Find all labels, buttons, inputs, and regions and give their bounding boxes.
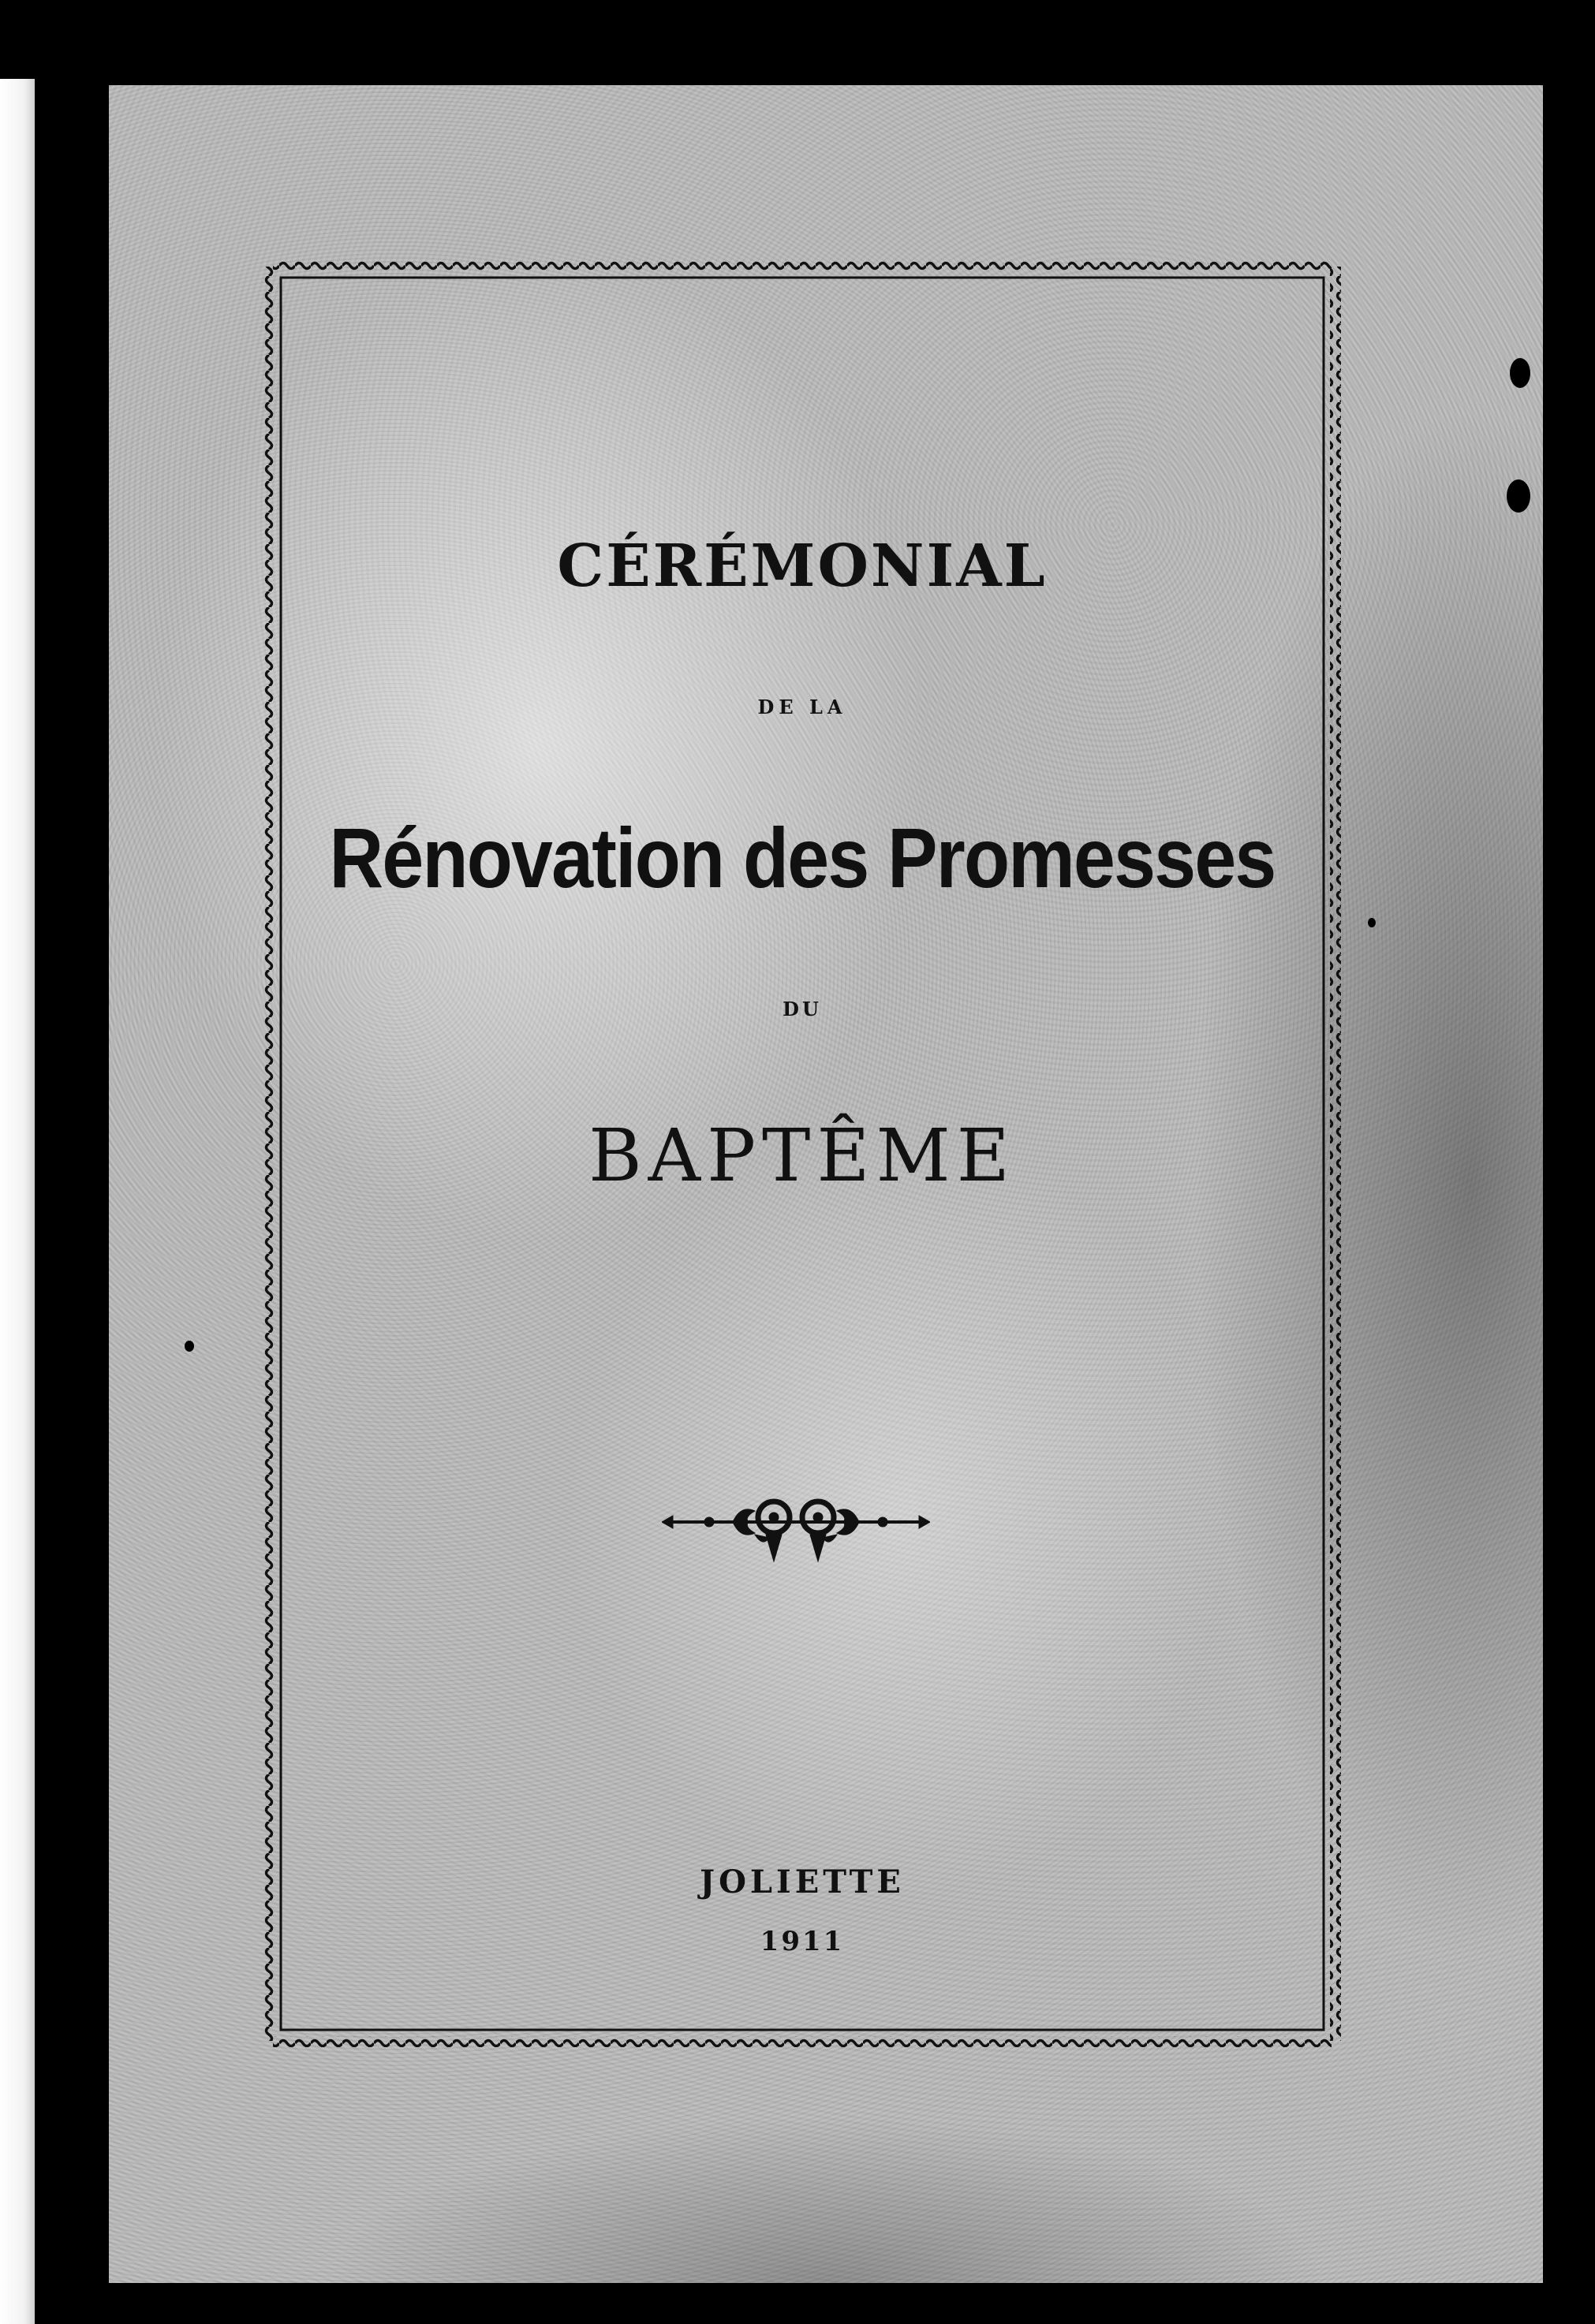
publication-year: 1911 bbox=[760, 1926, 845, 1957]
publisher-place: JOLIETTE bbox=[700, 1863, 905, 1901]
title-ceremonial: CÉRÉMONIAL bbox=[557, 532, 1048, 600]
title-block bbox=[263, 260, 1341, 2047]
speck-mark bbox=[1368, 918, 1376, 927]
speck-mark bbox=[185, 1341, 194, 1352]
title-de-la: DE LA bbox=[757, 696, 847, 718]
title-bapteme: BAPTÊME bbox=[588, 1114, 1016, 1198]
floral-ornament-icon bbox=[662, 1490, 930, 1569]
punch-hole-mark bbox=[1510, 358, 1530, 388]
title-renovation: Rénovation des Promesses bbox=[329, 810, 1276, 905]
punch-hole-mark bbox=[1507, 479, 1530, 513]
adjacent-page-edge bbox=[0, 79, 35, 2324]
title-du: DU bbox=[783, 998, 822, 1020]
